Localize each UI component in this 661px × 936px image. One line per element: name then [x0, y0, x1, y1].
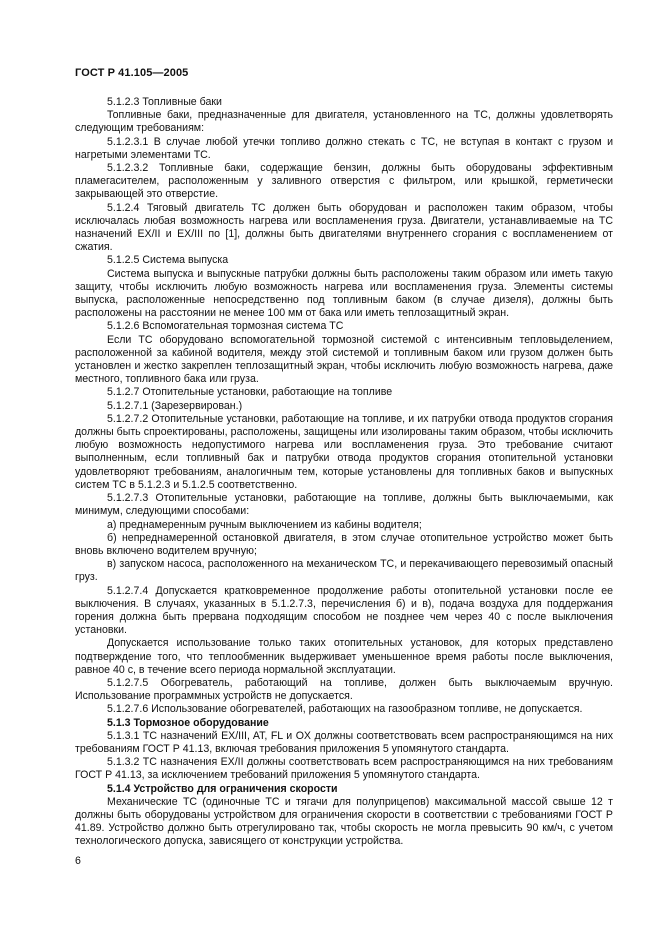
- paragraph-5-1-2-7-3: 5.1.2.7.3 Отопительные установки, работающие на топливе, должны быть выключаемыми, как минимум, следующими способами:: [75, 492, 613, 518]
- page-number: 6: [75, 855, 81, 867]
- paragraph-5-1-2-7-6: 5.1.2.7.6 Использование обогревателей, работающих на газообразном топливе, не допускается.: [107, 703, 583, 716]
- paragraph-5-1-2-7-1: 5.1.2.7.1 (Зарезервирован.): [107, 399, 243, 412]
- paragraph-5-1-3-1: 5.1.3.1 ТС назначений EX/III, AT, FL и OX должны соответствовать всем распространяющимся на них требованиям ГОСТ Р 41.13, включая требования приложения 5 упомянутого стандарта.: [75, 729, 613, 755]
- document-body: [75, 96, 613, 849]
- paragraph: Топливные баки, предназначенные для двигателя, установленного на ТС, должны удовлетворять следующим требованиям:: [75, 109, 613, 135]
- paragraph-5-1-3-2: 5.1.3.2 ТС назначения EX/II должны соответствовать всем распространяющимся на них требованиям ГОСТ Р 41.13, за исключением требований приложения 5 упомянутого стандарта.: [75, 756, 613, 782]
- list-item-b: б) непреднамеренной остановкой двигателя, в этом случае отопительное устройство может быть вновь включено водителем вручную;: [75, 531, 613, 557]
- paragraph-5-1-2-7: 5.1.2.7 Отопительные установки, работающие на топливе: [107, 386, 393, 399]
- paragraph-5-1-2-7-2: 5.1.2.7.2 Отопительные установки, работающие на топливе, и их патрубки отвода продуктов сгорания должны быть спроектированы, расположены, защищены или изолированы таким образом, чтобы исключить любую возможность недопустимого нагрева или воспламенения груза. Это требование считают выполненным, если топливный бак и патрубки отвода продуктов сгорания отопительной установки удовлетворяют требованиям, аналогичным тем, которые установлены для топливных баков и выпускных систем ТС в 5.1.2.3 и 5.1.2.5 соответственно.: [75, 412, 613, 491]
- paragraph-5-1-2-7-4: 5.1.2.7.4 Допускается кратковременное продолжение работы отопительной установки после ее выключения. В случаях, указанных в 5.1.2.7.3, перечисления б) и в), подача воздуха для поддержания горения должна быть прервана подходящим способом не позднее чем через 40 с после выключения установки.: [75, 584, 613, 637]
- list-item-v: в) запуском насоса, расположенного на механическом ТС, и перекачивающего перевозимый опасный груз.: [75, 558, 613, 584]
- paragraph-5-1-2-3-1: 5.1.2.3.1 В случае любой утечки топливо должно стекать с ТС, не вступая в контакт с грузом и нагретыми элементами ТС.: [75, 135, 613, 161]
- paragraph-5-1-2-5: 5.1.2.5 Система выпуска: [107, 254, 229, 267]
- page-header: ГОСТ Р 41.105—2005: [75, 67, 189, 79]
- paragraph-5-1-2-4: 5.1.2.4 Тяговый двигатель ТС должен быть оборудован и расположен таким образом, чтобы исключалась любая возможность нагрева или воспламенения груза. Двигатели, устанавливаемые на ТС назначений EX/II и EX/III по [1], должны быть двигателями внутреннего сгорания с воспламенением от сжатия.: [75, 201, 613, 254]
- section-heading-5-1-4: 5.1.4 Устройство для ограничения скорости: [107, 782, 338, 795]
- list-item-a: а) преднамеренным ручным выключением из кабины водителя;: [107, 518, 422, 531]
- paragraph-5-1-2-3-2: 5.1.2.3.2 Топливные баки, содержащие бензин, должны быть оборудованы эффективным пламегасителем, расположенным у заливного отверстия с фильтром, или крышкой, герметически закрывающей это отверстие.: [75, 162, 613, 201]
- paragraph-5-1-2-3: 5.1.2.3 Топливные баки: [107, 96, 222, 108]
- section-heading-5-1-3: 5.1.3 Тормозное оборудование: [107, 716, 269, 729]
- paragraph: Механические ТС (одиночные ТС и тягачи для полуприцепов) максимальной массой свыше 12 т должны быть оборудованы устройством для ограничения скорости в соответствии с требованиями ГОСТ Р 41.89. Устройство должно быть отрегулировано так, чтобы скорость не могла превысить 90 км/ч, с учетом технологического допуска, зависящего от конструкции устройства.: [75, 795, 613, 848]
- paragraph: Если ТС оборудовано вспомогательной тормозной системой с интенсивным тепловыделением, расположенной за кабиной водителя, между этой системой и топливным баком или грузом должен быть установлен и жестко закреплен теплозащитный экран, чтобы исключить любую возможность нагрева, даже местного, топливного бака или груза.: [75, 333, 613, 386]
- paragraph-5-1-2-6: 5.1.2.6 Вспомогательная тормозная система ТС: [107, 320, 344, 333]
- paragraph-5-1-2-7-5: 5.1.2.7.5 Обогреватель, работающий на топливе, должен быть выключаемым вручную. Использование программных устройств не допускается.: [75, 676, 613, 703]
- paragraph: Система выпуска и выпускные патрубки должны быть расположены таким образом или иметь такую защиту, чтобы исключить любую возможность нагрева или воспламенения груза. Элементы системы выпуска, расположенные непосредственно под топливным баком (в случае дизеля), должны быть расположены на расстоянии не менее 100 мм от бака или иметь теплозащитный экран.: [75, 267, 613, 320]
- paragraph: Допускается использование только таких отопительных установок, для которых представлено подтверждение того, что теплообменник выдерживает уменьшенное время работы после выключения, равное 40 с, в течение всего периода нормальной эксплуатации.: [75, 637, 613, 676]
